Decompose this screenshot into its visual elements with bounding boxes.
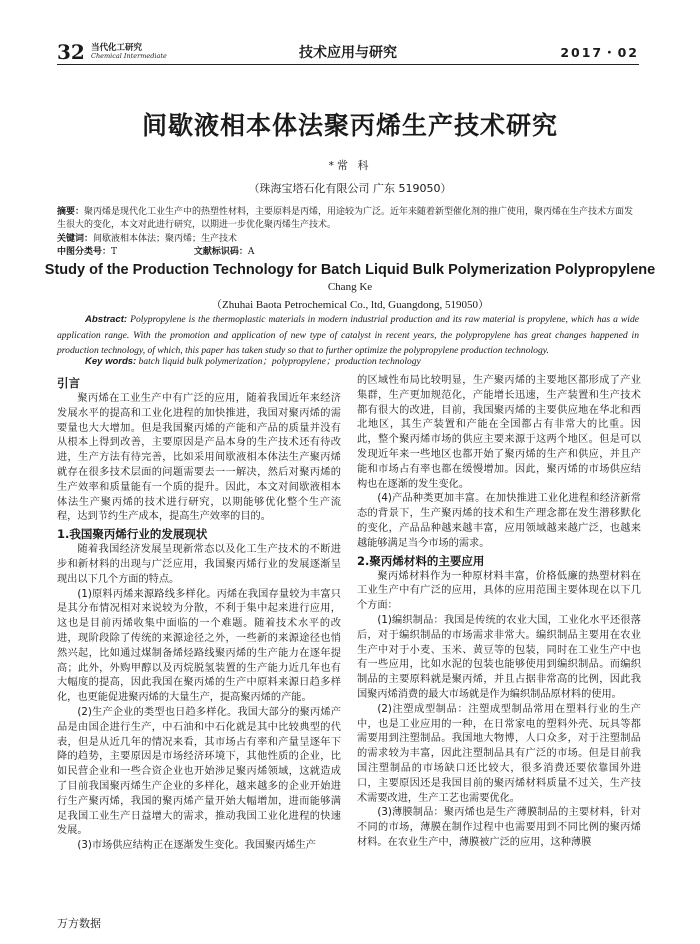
paragraph: 随着我国经济发展呈现新常态以及化工生产技术的不断进步和新材料的出现与广泛应用，我国聚丙烯行业的发展逐渐呈现出以下几个方面的特点。 bbox=[57, 544, 341, 585]
clc-label: 中图分类号： bbox=[57, 247, 112, 257]
english-title: Study of the Production Technology for Batch Liquid Bulk Polymerization Polypropylene bbox=[44, 262, 656, 278]
journal-name-en: Chemical Intermediate bbox=[91, 52, 167, 60]
english-abstract-text: Polypropylene is the thermoplastic materials in modern industrial production and its raw material is propylene, which has a wide application range. With the promotion and application of new type of catalyst in recent years, the polypropylene has great changes happened in production technology, of which, this paper has taken study so that to further optimize the polypropylene production technology. bbox=[57, 314, 640, 356]
paragraph: (2)生产企业的类型也日趋多样化。我国大部分的聚丙烯产品是由国企进行生产，中石油和中石化就是其中比较典型的代表，但是从近几年的情况来看，其市场占有率和产量呈逐年下降的趋势，主要原因是市场经济环境下，其他性质的企业，比如民营企业和一些合资企业也开始涉足聚丙烯领域，这就造成了目前我国聚丙烯生产企业的多样化，越来越多的企业开始进行生产聚丙烯，我国的聚丙烯产量开始大幅增加，进而能够满足我国工业生产日益增大的需求，推动我国工业化进程的快速发展。 bbox=[57, 706, 341, 837]
journal-name: 当代化工研究 bbox=[91, 43, 143, 53]
classification bbox=[57, 246, 639, 259]
page-number: 32 bbox=[57, 40, 85, 64]
english-keywords-label: Key words bbox=[85, 356, 134, 367]
english-abstract: Abstract: Polypropylene is the thermoplastic materials in modern industrial production and its raw material is propylene, which has a wide application range. With the promotion and application of new type of catalyst in recent years, the polypropylene has great changes happened in production technology, of which, this paper has taken study so that to further optimize the polypropylene production technology. bbox=[57, 314, 640, 356]
clc-value: T bbox=[111, 247, 118, 257]
footer-source: 万方数据 bbox=[57, 917, 101, 930]
left-column bbox=[57, 374, 341, 854]
keywords-cn bbox=[57, 233, 639, 246]
abstract-label: 摘要： bbox=[57, 207, 85, 217]
paragraph: (1)编织制品：我国是传统的农业大国，工业化水平还很落后，对于编织制品的市场需求非常大。编织制品主要用在农业生产中对于小麦、玉米、黄豆等的包装，同时在工业生产中也有一些应用，比如水泥的包装也能够使用到编织制品。而编织制品的主要原料就是聚丙烯，并且占据非常高的比例，因此我国聚丙烯消费的最大市场就是作为编织制品原材料的使用。 bbox=[357, 614, 641, 700]
abstract-cn bbox=[57, 206, 639, 232]
section-title: 技术应用与研究 bbox=[299, 45, 397, 61]
paragraph: 聚丙烯在工业生产中有广泛的应用，随着我国近年来经济发展水平的提高和工业化进程的加快推进，我国对聚丙烯的需要量也大大增加。但是我国聚丙烯的产能和产品的质量并没有从根本上得到改善，主要原因是产品本身的生产技术还有待改进，生产方法有待完善，比如采用间歇液相本体法生产聚丙烯就存在很多技术层面的问题需要去一一解决，然后对聚丙烯的生产效率和质量能有一个质的提升。因此，本文对间歇液相本体法生产聚丙烯的技术进行研究，以期能够优化整个生产流程，达到节约生产成本，提高生产效率的目的。 bbox=[57, 393, 341, 523]
paragraph: (3)薄膜制品：聚丙烯也是生产薄膜制品的主要材料，针对不同的市场，薄膜在制作过程中也需要用到不同比例的聚丙烯材料。在农业生产中，薄膜被广泛的应用，这种薄膜 bbox=[357, 807, 641, 848]
section-1-heading: 1.我国聚丙烯行业的发展现状 bbox=[57, 527, 208, 542]
english-abstract-label: Abstract bbox=[85, 314, 124, 325]
paragraph: (2)注塑成型制品：注塑成型制品常用在塑料行业的生产中，也是工业应用的一种，在日常家电的塑料外壳、玩具等都需要用到注塑制品。我国地大物博，人口众多，对于注塑制品的需求较为丰富，因此注塑制品具有广泛的市场。但是目前我国注塑制品的市场缺口还比较大，很多消费还要依靠国外进口，主要原因还是我国目前的聚丙烯材料质量不过关，生产技术需要改进，生产工艺也需要优化。 bbox=[357, 703, 641, 804]
keywords-label: 关键词： bbox=[57, 234, 94, 244]
abstract-text: 聚丙烯是现代化工业生产中的热塑性材料，主要原料是丙烯，用途较为广泛。近年来随着新型催化剂的推广使用，聚丙烯在生产技术方面发生很大的变化，本文对此进行研究，以期进一步优化聚丙烯生产技术。 bbox=[57, 207, 634, 230]
doc-code-label: 文献标识码： bbox=[193, 247, 248, 257]
doc-code-value: A bbox=[247, 247, 255, 257]
english-keywords: Key words: batch liquid bulk polymerization；polypropylene；production technology bbox=[85, 356, 421, 367]
intro-heading: 引言 bbox=[57, 376, 80, 390]
paragraph: (4)产品种类更加丰富。在加快推进工业化进程和经济新常态的背景下，生产聚丙烯的技术和生产理念都在发生潜移默化的变化，产品品种越来越丰富，应用领域越来越广泛，也越来越能够满足当今市场的需求。 bbox=[357, 493, 641, 549]
english-keywords-text: batch liquid bulk polymerization；polypropylene；production technology bbox=[138, 357, 421, 367]
paragraph: (3)市场供应结构正在逐渐发生变化。我国聚丙烯生产 bbox=[77, 840, 316, 852]
paper-title: 间歇液相本体法聚丙烯生产技术研究 bbox=[141, 111, 558, 140]
paragraph: 聚丙烯材料作为一种原材料丰富，价格低廉的热塑材料在工业生产中有广泛的应用，具体的应用范围主要体现在以下几个方面： bbox=[357, 570, 641, 612]
affiliation: （珠海宝塔石化有限公司 广东 519050） bbox=[248, 182, 452, 195]
paragraph: (1)原料丙烯来源路线多样化。丙烯在我国存量较为丰富只是其分布情况相对来说较为分散，不利于集中起来进行应用，这也是目前丙烯收集中面临的一个难题。随着技术水平的改进，现阶段除了传统的来源途径之外，一些新的来源途径也悄然兴起，比如通过煤制备烯烃路线聚丙烯的生产能力在逐年提高；此外，外购甲醇以及丙烷脱氢装置的生产能力近几年也有大幅度的提高，因此我国在聚丙烯的生产中原料来源日趋多样化，也更能促进聚丙烯的大量生产，提高聚丙烯的产能。 bbox=[57, 588, 341, 704]
keywords-text: 间歇液相本体法；聚丙烯；生产技术 bbox=[93, 234, 238, 244]
running-header bbox=[57, 38, 639, 65]
issue-number: 2017・02 bbox=[560, 45, 639, 60]
english-affiliation: （Zhuhai Baota Petrochemical Co., ltd, Guangdong, 519050） bbox=[210, 299, 489, 311]
section-2-heading: 2.聚丙烯材料的主要应用 bbox=[357, 553, 485, 568]
right-column bbox=[357, 374, 641, 851]
paragraph: 的区域性布局比较明显，生产聚丙烯的主要地区都形成了产业集群，生产更加规范化，产能增长迅速，生产装置和生产技术都有很大的改进，目前，我国聚丙烯的主要供应地在华北和西北地区，其生产装置和产能在全国都占有非常大的比重。因此，整个聚丙烯市场的供应主要来源于这两个地区。但是可以发现近年来一些地区也都开始了聚丙烯的生产和供应，并且产能和市场占有率也都在缓慢增加。因此，聚丙烯的市场供应结构也在逐渐的发生变化。 bbox=[357, 375, 641, 490]
english-author: Chang Ke bbox=[327, 281, 373, 293]
author: *常 科 bbox=[328, 159, 372, 172]
